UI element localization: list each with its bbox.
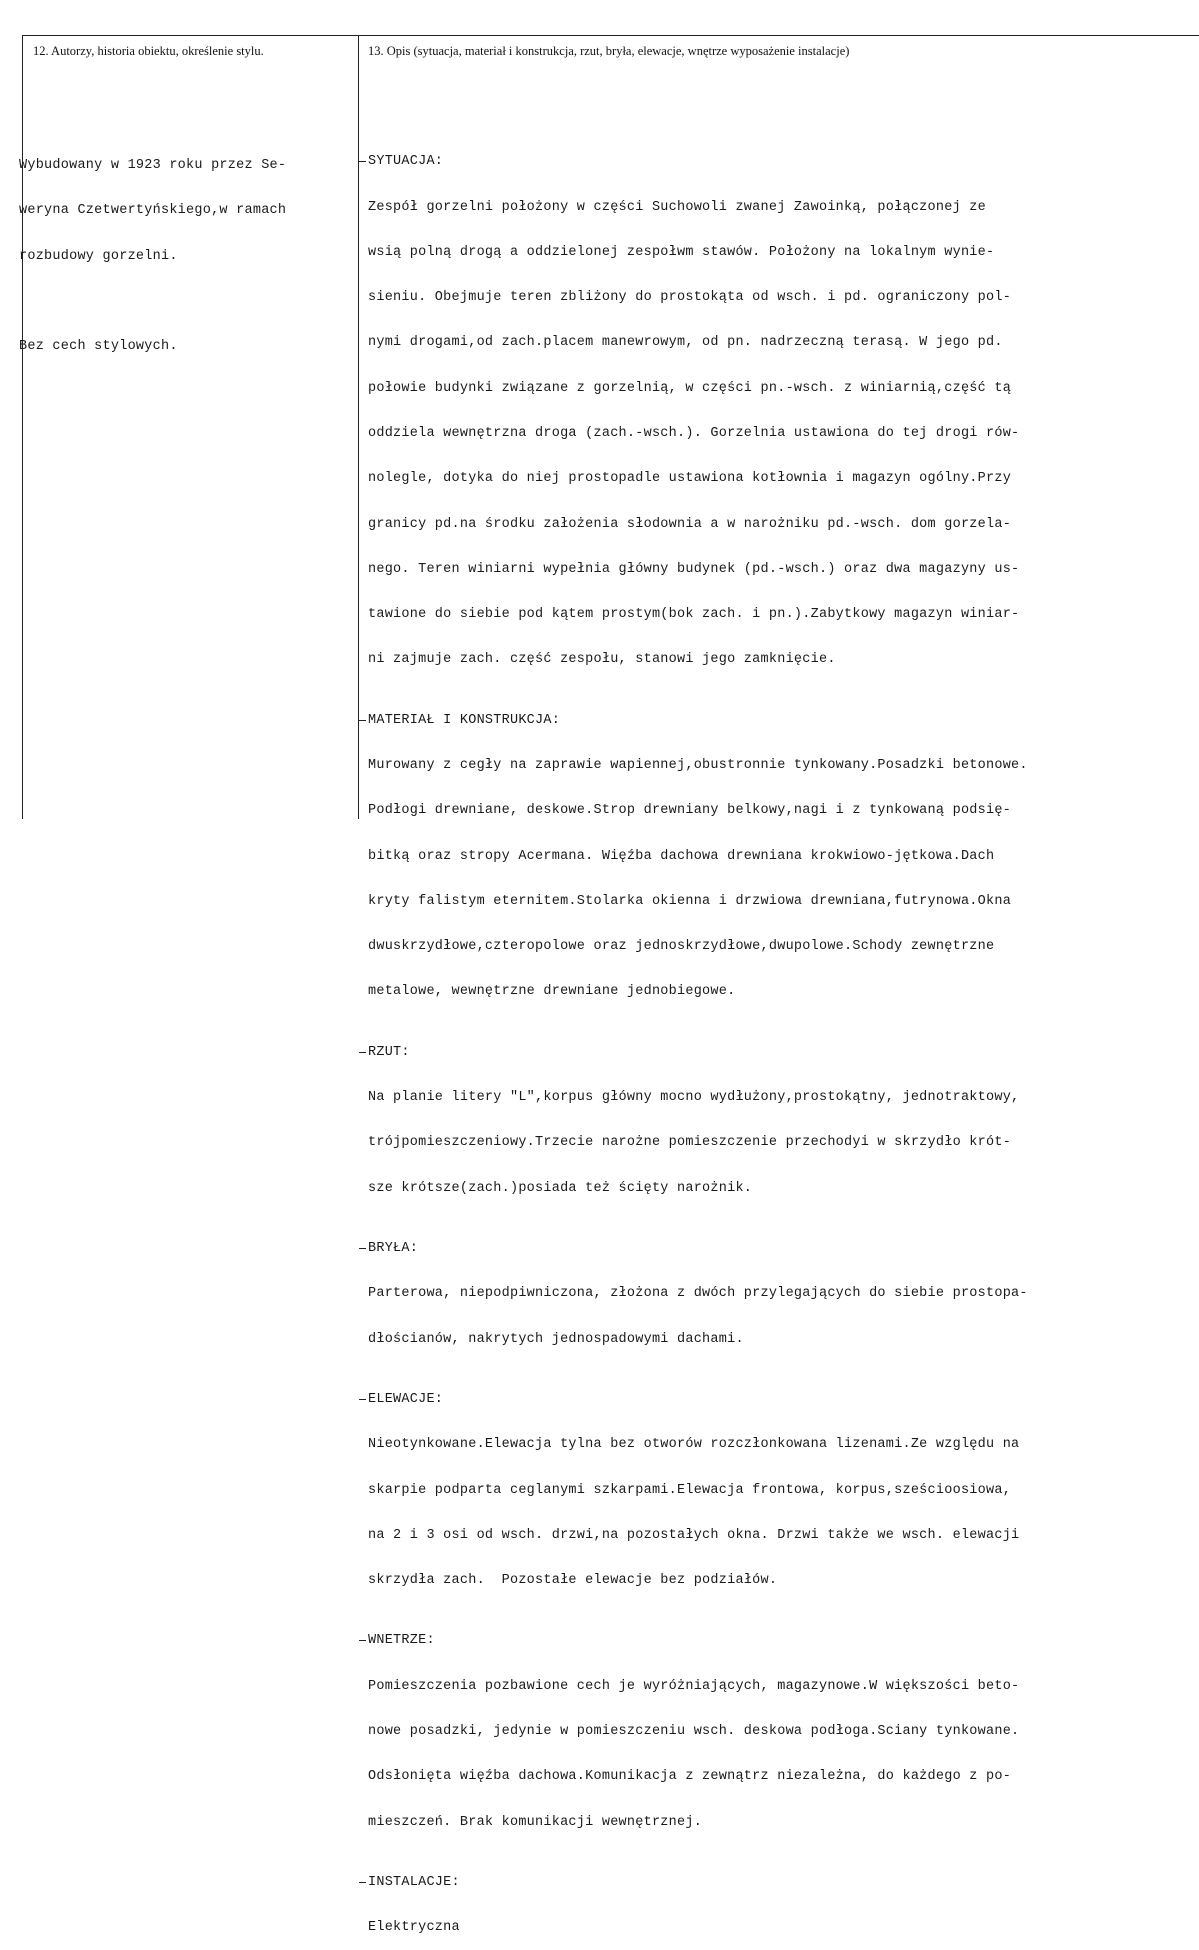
description-line: dwuskrzydłowe,czteropolowe oraz jednoskrzydłowe,dwupolowe.Schody zewnętrzne [368, 939, 995, 955]
section-title-material: MATERIAŁ I KONSTRUKCJA: [368, 713, 1198, 728]
history-column [19, 128, 286, 370]
description-line: Podłogi drewniane, deskowe.Strop drewniany belkowy,nagi i z tynkowaną podsię- [368, 803, 1012, 819]
description-line: nego. Teren winiarni wypełnia główny budynek (pd.-wsch.) oraz dwa magazyny us- [368, 561, 1020, 577]
description-line: połowie budynki związane z gorzelnią, w części pn.-wsch. z winiarnią,część tą [368, 380, 1012, 396]
column-12-header: 12. Autorzy, historia obiektu, określenie stylu. [33, 44, 264, 58]
description-line: Odsłonięta więźba dachowa.Komunikacja z zewnątrz niezależna, do każdego z po- [368, 1769, 1012, 1785]
description-line: trójpomieszczeniowy.Trzecie narożne pomieszczenie przechodyi w skrzydło krót- [368, 1135, 1012, 1151]
section-title-instalacje: INSTALACJE: [368, 1875, 1198, 1890]
description-line: tawione do siebie pod kątem prostym(bok zach. i pn.).Zabytkowy magazyn winiar- [368, 607, 1020, 623]
column-13-header: 13. Opis (sytuacja, materiał i konstrukcja, rzut, bryła, elewacje, wnętrze wyposażenie instalacje) [368, 44, 850, 58]
description-line: sze krótsze(zach.)posiada też ścięty narożnik. [368, 1180, 753, 1196]
description-line: wsią polną drogą a oddzielonej zespołwm stawów. Położony na lokalnym wynie- [368, 244, 995, 260]
history-line: Wybudowany w 1923 roku przez Se- [19, 158, 287, 174]
history-line: rozbudowy gorzelni. [19, 248, 178, 264]
description-line: skarpie podparta ceglanymi szkarpami.Elewacja frontowa, korpus,sześcioosiowa, [368, 1482, 1012, 1498]
description-line: granicy pd.na środku założenia słodownia a w narożniku pd.-wsch. dom gorzela- [368, 516, 1012, 532]
description-line: nowe posadzki, jedynie w pomieszczeniu wsch. deskowa podłoga.Sciany tynkowane. [368, 1724, 1020, 1740]
section-title-rzut: RZUT: [368, 1045, 1198, 1060]
description-column [368, 109, 1198, 1950]
section-title-bryla: BRYŁA: [368, 1241, 1198, 1256]
description-line: na 2 i 3 osi od wsch. drzwi,na pozostałych okna. Drzwi także we wsch. elewacji [368, 1527, 1020, 1543]
description-line: Pomieszczenia pozbawione cech je wyróżniających, magazynowe.W większości beto- [368, 1678, 1020, 1694]
description-line: Murowany z cegły na zaprawie wapiennej,obustronnie tynkowany.Posadzki betonowe. [368, 758, 1028, 774]
top-border-line [22, 35, 1199, 36]
description-line: nolegle, dotyka do niej prostopadle ustawiona kotłownia i magazyn ogólny.Przy [368, 471, 1012, 487]
description-line: mieszczeń. Brak komunikacji wewnętrznej. [368, 1814, 703, 1830]
description-line: skrzydła zach. Pozostałe elewacje bez podziałów. [368, 1573, 778, 1589]
description-line: Na planie litery "L",korpus główny mocno wydłużony,prostokątny, jednotraktowy, [368, 1090, 1020, 1106]
paragraph-gap [19, 294, 286, 309]
description-line: nymi drogami,od zach.placem manewrowym, od pn. nadrzeczną terasą. W jego pd. [368, 335, 1003, 351]
description-line: kryty falistym eternitem.Stolarka okienna i drzwiowa drewniana,futrynowa.Okna [368, 893, 1012, 909]
section-title-sytuacja: SYTUACJA: [368, 154, 1198, 169]
section-title-elewacje: ELEWACJE: [368, 1392, 1198, 1407]
description-line: Elektryczna [368, 1920, 460, 1936]
description-line: Parterowa, niepodpiwniczona, złożona z dwóch przylegających do siebie prostopa- [368, 1286, 1028, 1302]
description-line: oddziela wewnętrzna droga (zach.-wsch.). Gorzelnia ustawiona do tej drogi rów- [368, 425, 1020, 441]
column-divider-line [358, 35, 359, 819]
description-line: dłościanów, nakrytych jednospadowymi dachami. [368, 1331, 744, 1347]
description-line: sieniu. Obejmuje teren zbliżony do prostokąta od wsch. i pd. ograniczony pol- [368, 290, 1012, 306]
history-line: weryna Czetwertyńskiego,w ramach [19, 203, 287, 219]
style-note: Bez cech stylowych. [19, 339, 178, 355]
description-line: metalowe, wewnętrzne drewniane jednobiegowe. [368, 984, 736, 1000]
description-line: Zespół gorzelni położony w części Suchowoli zwanej Zawoinką, połączonej ze [368, 199, 986, 215]
description-line: bitką oraz stropy Acermana. Więźba dachowa drewniana krokwiowo-jętkowa.Dach [368, 848, 995, 864]
description-line: Nieotynkowane.Elewacja tylna bez otworów rozczłonkowana lizenami.Ze względu na [368, 1437, 1020, 1453]
description-line: ni zajmuje zach. część zespołu, stanowi jego zamknięcie. [368, 652, 836, 668]
section-title-wnetrze: WNETRZE: [368, 1633, 1198, 1648]
